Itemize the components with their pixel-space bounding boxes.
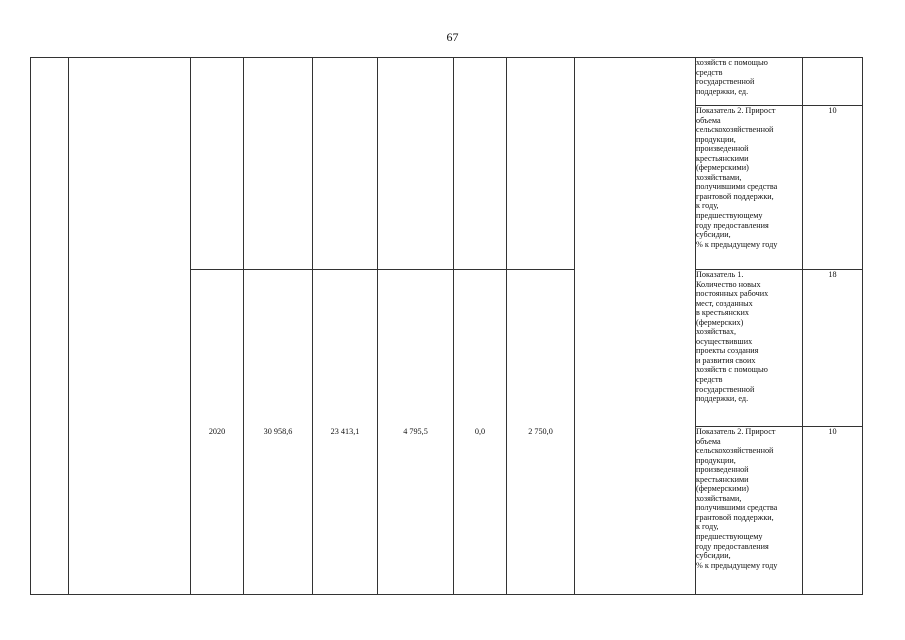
other-sources-cell [507,58,575,270]
table-row [31,58,863,106]
total-cell [244,58,313,270]
indicator-text-cell: Показатель 1. Количество новых постоянных рабочих мест, созданных в крестьянских (фермерских) хозяйствах, осуществивших проекты создания и развития своих хозяйств с помощью средств государственной поддержки, ед. [696,270,803,427]
year-cell: 2020 [191,270,244,595]
indicator-text-cell: хозяйств с помощью средств государственной поддержки, ед. [696,58,803,106]
page-number: 67 [446,30,459,44]
indicator-text-cell: Показатель 2. Прирост объема сельскохозяйственной продукции, произведенной крестьянскими (фермерскими) хозяйствами, получившими средства грантовой поддержки, к году, предшествующему году предоставления субсидии, % к предыдущему году [696,427,803,595]
regional-budget-cell [378,58,454,270]
indicator-value-cell: 18 [803,270,863,427]
executor-cell [575,58,696,595]
measure-name-cell [69,58,191,595]
program-funding-table [30,57,863,595]
other-sources-cell: 2 750,0 [507,270,575,595]
total-cell: 30 958,6 [244,270,313,595]
federal-budget-cell [313,58,378,270]
indicator-value-cell: 10 [803,106,863,270]
indicator-value-cell: 10 [803,427,863,595]
regional-budget-cell: 4 795,5 [378,270,454,595]
local-budget-cell [454,58,507,270]
indicator-text-cell: Показатель 2. Прирост объема сельскохозяйственной продукции, произведенной крестьянскими (фермерскими) хозяйствами, получившими средства грантовой поддержки, к году, предшествующему году предоставления субсидии, % к предыдущему году [696,106,803,270]
indicator-value-cell [803,58,863,106]
number-cell [31,58,69,595]
federal-budget-cell: 23 413,1 [313,270,378,595]
local-budget-cell: 0,0 [454,270,507,595]
year-cell [191,58,244,270]
